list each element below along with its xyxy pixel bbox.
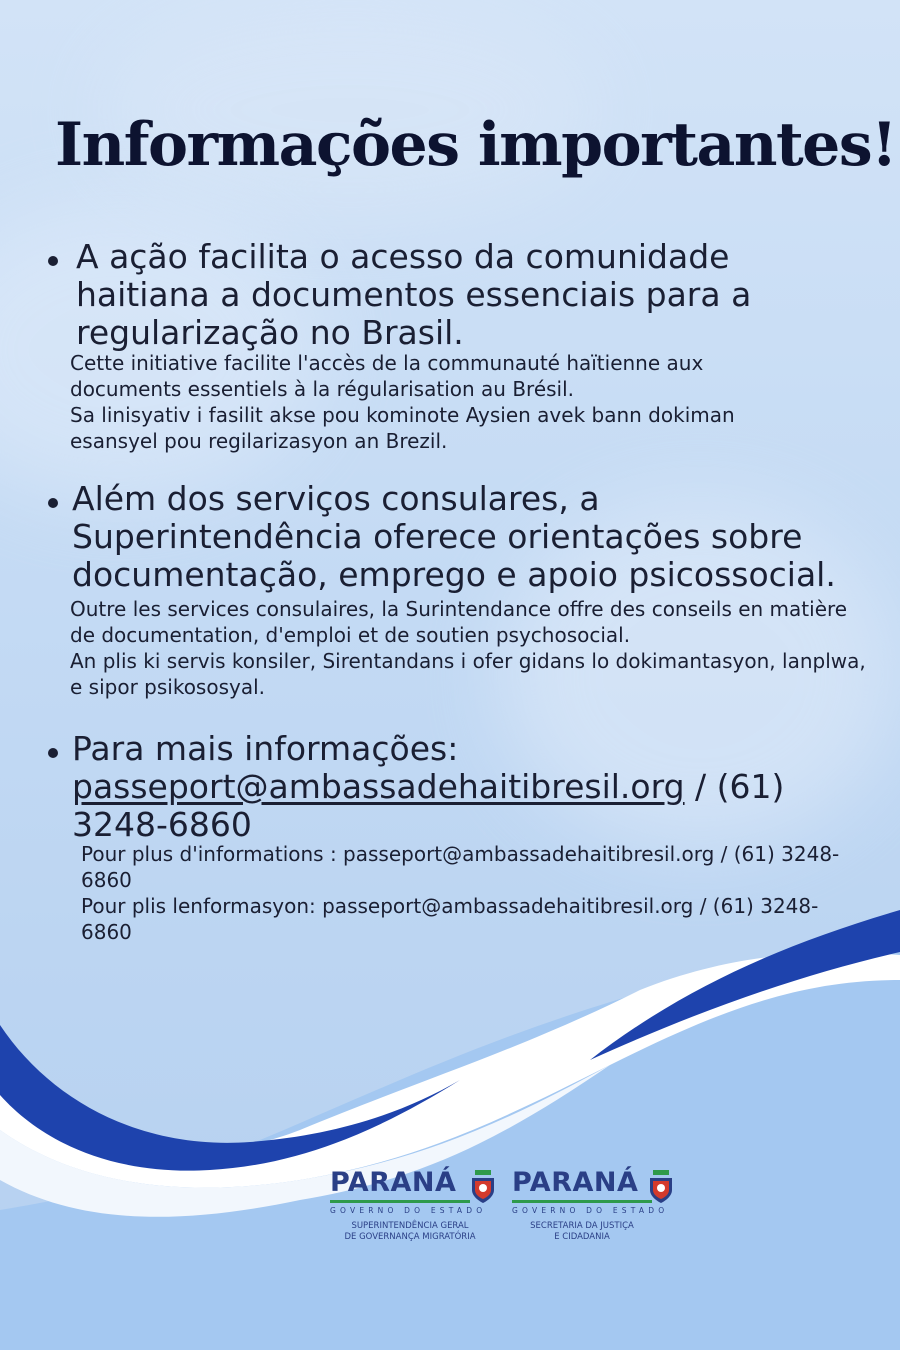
item-french-text: Cette initiative facilite l'accès de la communauté haïtienne aux documents essentiels à la régularisation au Brésil. [70, 351, 704, 401]
contact-prefix: Para mais informações: [72, 729, 459, 768]
logo-department-line: DE GOVERNANÇA MIGRATÓRIA [344, 1232, 476, 1242]
email-link[interactable]: passeport@ambassadehaitibresil.org [72, 767, 685, 806]
logo-department-line: SUPERINTENDÊNCIA GERAL [351, 1221, 469, 1231]
item-creole-text: Pour plis lenformasyon: passeport@ambassadehaitibresil.org / (61) 3248-6860 [81, 894, 819, 944]
logo-wordmark: PARANÁ [330, 1167, 457, 1198]
logo-department [330, 1221, 490, 1243]
info-item-access [48, 238, 868, 454]
logo-department-line: SECRETARIA DA JUSTIÇA [530, 1221, 634, 1231]
logo-subtitle: GOVERNO DO ESTADO [512, 1206, 669, 1215]
crest-icon [648, 1170, 674, 1204]
item-french-text: Pour plus d'informations : passeport@ambassadehaitibresil.org / (61) 3248-6860 [81, 842, 840, 892]
logo-wordmark: PARANÁ [512, 1167, 639, 1198]
bullet-icon [48, 748, 58, 758]
contact-phone: / (61) 3248-6860 [72, 767, 785, 844]
parana-logo-superintendencia [330, 1168, 490, 1243]
item-creole-text: An plis ki servis konsiler, Sirentandans i ofer gidans lo dokimantasyon, lanplwa, e sipor psikososyal. [70, 649, 866, 699]
item-main-text: A ação facilita o acesso da comunidade haitiana a documentos essenciais para a regularização no Brasil. [76, 237, 752, 352]
parana-logo-secretaria [512, 1168, 668, 1243]
logo-divider [330, 1200, 470, 1203]
item-main-text [72, 730, 832, 844]
logo-department-line: E CIDADANIA [554, 1232, 610, 1242]
page-title: Informações importantes! [55, 110, 896, 180]
crest-icon [470, 1170, 496, 1204]
logo-divider [512, 1200, 652, 1203]
logo-subtitle: GOVERNO DO ESTADO [330, 1206, 487, 1215]
logos [330, 1168, 690, 1258]
logo-department [507, 1221, 657, 1243]
decorative-waves [0, 880, 900, 1350]
item-french-text: Outre les services consulaires, la Surintendance offre des conseils en matière de documentation, d'emploi et de soutien psychosocial. [70, 597, 848, 647]
item-main-text: Além dos serviços consulares, a Superintendência oferece orientações sobre documentação, emprego e apoio psicossocial. [72, 479, 836, 594]
bullet-icon [48, 498, 58, 508]
item-creole-text: Sa linisyativ i fasilit akse pou kominote Aysien avek bann dokiman esansyel pou regilarizasyon an Brezil. [70, 403, 735, 453]
bullet-icon [48, 256, 58, 266]
info-item-services [48, 480, 868, 700]
